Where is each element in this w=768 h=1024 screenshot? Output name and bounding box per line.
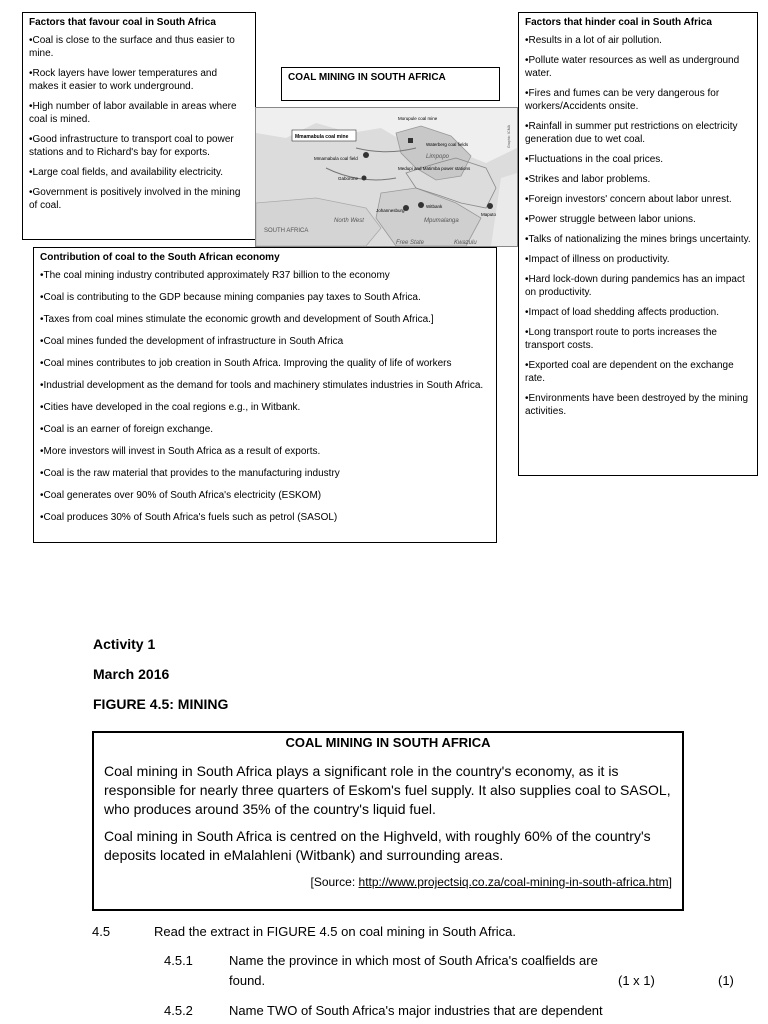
hinder-box [518,12,758,476]
question-text: Read the extract in FIGURE 4.5 on coal mining in South Africa. [154,924,517,939]
activity-date: March 2016 [93,666,170,682]
list-item: • Pollute water resources as well as underground water. [525,54,751,80]
list-item: • Cities have developed in the coal regions e.g., in Witbank. [40,401,490,414]
list-item: • Industrial development as the demand for tools and machinery stimulates industries in South Africa. [40,379,490,392]
list-item: • Coal mines funded the development of infrastructure in South Africa [40,335,490,348]
list-item: • Coal produces 30% of South Africa's fuels such as petrol (SASOL) [40,511,490,524]
contribution-list [40,269,490,524]
list-item: • Coal is contributing to the GDP because mining companies pay taxes to South Africa. [40,291,490,304]
favour-box [22,12,256,240]
list-item: • Impact of illness on productivity. [525,253,751,266]
list-item: • Strikes and labor problems. [525,173,751,186]
question-text: Name TWO of South Africa's major industries that are dependent [229,1003,603,1018]
question-number: 4.5 [92,924,111,939]
list-item: • Long transport route to ports increases the transport costs. [525,326,751,352]
list-item: • Coal generates over 90% of South Africa's electricity (ESKOM) [40,489,490,502]
activity-title: Activity 1 [93,636,156,652]
list-item: • Rock layers have lower temperatures and makes it easier to work underground. [29,67,249,93]
list-item: • Rainfall in summer put restrictions on electricity generation due to wet coal. [525,120,751,146]
svg-text:Johannesburg: Johannesburg [376,208,405,213]
svg-text:Morupule coal mine: Morupule coal mine [398,116,438,121]
svg-text:Limpopo: Limpopo [426,154,450,160]
extract-title: COAL MINING IN SOUTH AFRICA [285,735,491,750]
list-item: • Large coal fields, and availability electricity. [29,166,249,179]
list-item: • Hard lock-down during pandemics has an impact on productivity. [525,273,751,299]
list-item: • Power struggle between labor unions. [525,213,751,226]
question-number: 4.5.1 [164,953,193,968]
svg-text:Maputo: Maputo [481,212,497,217]
svg-text:Mmamabula coal field: Mmamabula coal field [314,156,358,161]
svg-text:North West: North West [334,218,364,224]
map-graphic [256,108,517,246]
list-item: • Fires and fumes can be very dangerous for workers/Accidents onsite. [525,87,751,113]
list-item: • Coal is an earner of foreign exchange. [40,423,490,436]
extract-paragraph-2: Coal mining in South Africa is centred on the Highveld, with roughly 60% of the country's deposits located in eMalahleni (Witbank) and surrounding areas. [104,828,651,863]
question-marks: (1 x 1) [618,973,655,988]
source-link[interactable]: http://www.projectsiq.co.za/coal-mining-in-south-africa.htm [358,875,669,889]
list-item: • Environments have been destroyed by the mining activities. [525,392,751,418]
list-item: • More investors will invest in South Africa as a result of exports. [40,445,490,458]
figure-title: FIGURE 4.5: MINING [93,696,229,712]
favour-title: Factors that favour coal in South Africa [29,17,216,28]
svg-text:Mpumalanga: Mpumalanga [424,218,459,224]
favour-list [29,34,249,212]
list-item: • Coal is the raw material that provides to the manufacturing industry [40,467,490,480]
list-item: • Talks of nationalizing the mines brings uncertainty. [525,233,751,246]
contribution-box [33,247,497,543]
list-item: • Coal is close to the surface and thus easier to mine. [29,34,249,60]
extract-paragraph-1: Coal mining in South Africa plays a significant role in the country's economy, as it is responsible for nearly three quarters of Eskom's fuel supply. It also supplies coal to SASOL, who produces around 35% of the country's liquid fuel. [104,763,671,817]
map-label-mine: Mmamabula coal mine [295,134,349,140]
list-item: • Foreign investors' concern about labor unrest. [525,193,751,206]
svg-text:Waterberg coal fields: Waterberg coal fields [426,142,469,147]
svg-text:Graphic: ICMA: Graphic: ICMA [507,125,511,148]
svg-text:Medupi and Matimba power stati: Medupi and Matimba power stations [398,166,471,171]
list-item: • Exported coal are dependent on the exchange rate. [525,359,751,385]
list-item: • The coal mining industry contributed approximately R37 billion to the economy [40,269,490,282]
list-item: • Good infrastructure to transport coal to power stations and to Richard's bay for exports. [29,133,249,159]
question-total: (1) [718,973,734,988]
question-text: found. [229,973,266,988]
hinder-list [525,34,751,418]
extract-source: [Source: http://www.projectsiq.co.za/coal-mining-in-south-africa.htm] [310,875,672,889]
svg-text:SOUTH AFRICA: SOUTH AFRICA [264,228,309,234]
svg-text:Kwazulu: Kwazulu [454,240,477,246]
hinder-title: Factors that hinder coal in South Africa [525,17,712,28]
list-item: • High number of labor available in areas where coal is mined. [29,100,249,126]
coal-map [255,107,518,247]
list-item: • Results in a lot of air pollution. [525,34,751,47]
list-item: • Government is positively involved in the mining of coal. [29,186,249,212]
svg-text:Witbank: Witbank [426,204,443,209]
contribution-title: Contribution of coal to the South African economy [40,252,280,263]
svg-text:Free State: Free State [396,240,425,246]
question-text: Name the province in which most of South Africa's coalfields are [229,953,598,968]
list-item: • Coal mines contributes to job creation in South Africa. Improving the quality of life of workers [40,357,490,370]
svg-text:Gaborone: Gaborone [338,176,359,181]
list-item: • Taxes from coal mines stimulate the economic growth and development of South Africa.] [40,313,490,326]
morupule-marker [408,138,413,143]
map-title: COAL MINING IN SOUTH AFRICA [281,67,500,101]
question-number: 4.5.2 [164,1003,193,1018]
mine-dot [363,152,369,158]
list-item: • Fluctuations in the coal prices. [525,153,751,166]
extract-box [92,731,684,911]
list-item: • Impact of load shedding affects production. [525,306,751,319]
